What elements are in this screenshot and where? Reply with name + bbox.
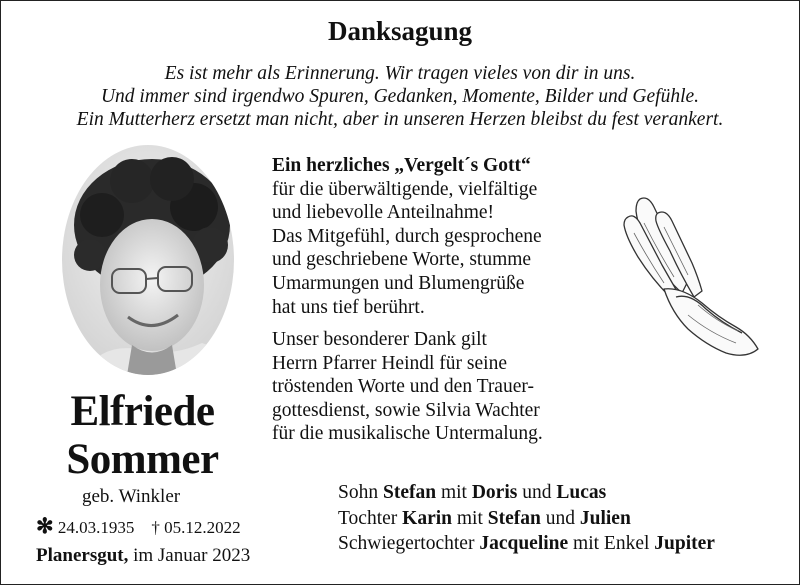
thanks-line: Umarmungen und Blumengrüße xyxy=(272,272,525,294)
thanks-paragraph-2 xyxy=(272,328,612,446)
family-line xyxy=(338,480,788,506)
family-name: Jacqueline xyxy=(479,533,569,554)
thanks-line: Unser besonderer Dank gilt xyxy=(272,329,487,350)
life-dates xyxy=(36,514,241,539)
connector: und xyxy=(522,482,552,503)
family-name: Stefan xyxy=(487,507,541,529)
birth-symbol: ✻ xyxy=(36,514,54,538)
place: Planersgut, xyxy=(36,545,129,566)
death-date: 05.12.2022 xyxy=(164,518,241,537)
connector: mit Enkel xyxy=(573,533,650,554)
thanks-line: Das Mitgefühl, durch gesprochene xyxy=(272,225,542,247)
thanks-line: gottesdienst, sowie Silvia Wachter xyxy=(272,399,540,421)
thanks-line: und geschriebene Worte, stumme xyxy=(272,249,532,271)
verse-line: Es ist mehr als Erinnerung. Wir tragen vieles von dir in uns. xyxy=(164,63,636,84)
portrait-photo xyxy=(62,145,234,375)
relation: Sohn xyxy=(338,482,379,503)
place-date xyxy=(36,545,250,567)
page-title: Danksagung xyxy=(327,16,473,46)
maiden-name: geb. Winkler xyxy=(82,486,181,507)
thanks-paragraph-1 xyxy=(272,154,612,319)
family-line xyxy=(338,506,788,532)
family-name: Karin xyxy=(402,507,452,529)
birth-date: 24.03.1935 xyxy=(57,518,135,537)
thanks-line: für die überwältigende, vielfältige xyxy=(272,178,538,200)
deceased-name xyxy=(30,388,255,484)
family-name: Jupiter xyxy=(654,533,715,554)
connector: mit xyxy=(456,507,483,529)
thanks-heading: Ein herzliches „Vergelt´s Gott“ xyxy=(272,155,531,176)
thanks-line: für die musikalische Untermalung. xyxy=(272,423,543,445)
thanks-line: Herrn Pfarrer Heindl für seine xyxy=(272,352,507,374)
family-list xyxy=(338,480,788,557)
family-name: Julien xyxy=(579,507,631,529)
family-name: Stefan xyxy=(382,482,437,503)
family-name: Doris xyxy=(471,482,518,503)
verse xyxy=(0,62,800,131)
thanks-line: hat uns tief berührt. xyxy=(272,296,425,318)
thanks-line: und liebevolle Anteilnahme! xyxy=(272,202,495,224)
date: im Januar 2023 xyxy=(133,545,251,566)
family-name: Lucas xyxy=(556,482,607,503)
verse-line: Ein Mutterherz ersetzt man nicht, aber in unseren Herzen bleibst du fest verankert. xyxy=(76,109,724,130)
thanks-line: tröstenden Worte und den Trauer- xyxy=(272,376,534,398)
first-name: Elfriede xyxy=(70,388,215,435)
relation: Tochter xyxy=(338,507,398,529)
relation: Schwiegertochter xyxy=(338,533,475,554)
connector: mit xyxy=(440,482,467,503)
last-name: Sommer xyxy=(66,436,219,483)
connector: und xyxy=(545,507,575,529)
family-line xyxy=(338,531,788,557)
death-symbol: † xyxy=(151,518,160,537)
praying-hands-icon xyxy=(618,193,766,361)
verse-line: Und immer sind irgendwo Spuren, Gedanken, Momente, Bilder und Gefühle. xyxy=(100,86,700,107)
